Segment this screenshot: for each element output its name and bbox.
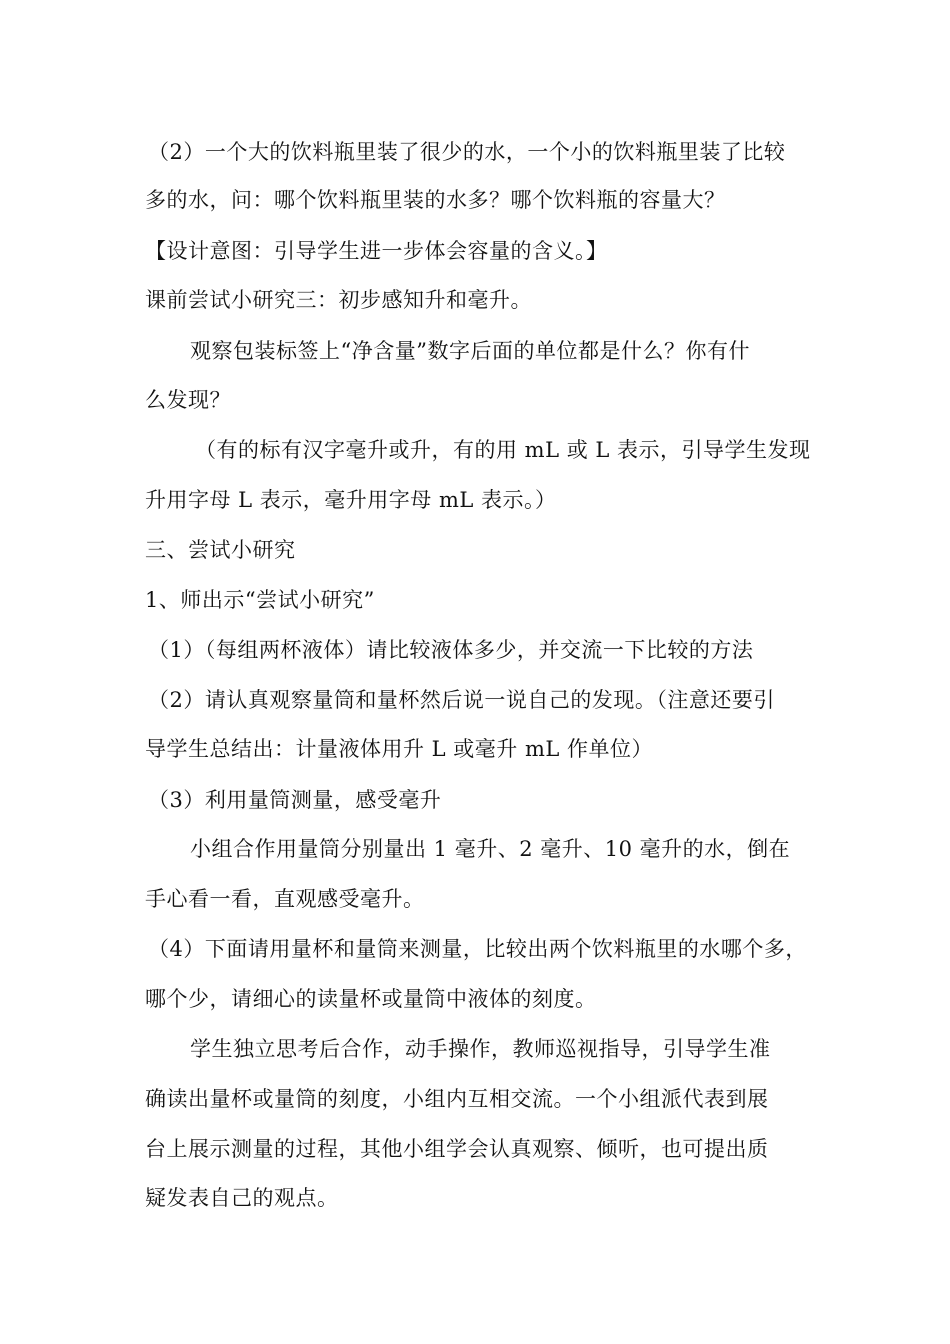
paragraph-line: 学生独立思考后合作，动手操作，教师巡视指导，引导学生准 [190,1037,771,1061]
paragraph-line: （1）（每组两杯液体）请比较液体多少，并交流一下比较的方法 [148,638,754,662]
paragraph-line: 导学生总结出：计量液体用升 L 或毫升 mL 作单位） [145,737,654,761]
paragraph-line: （有的标有汉字毫升或升，有的用 mL 或 L 表示，引导学生发现 [195,438,811,462]
paragraph-line: （4）下面请用量杯和量筒来测量，比较出两个饮料瓶里的水哪个多， [148,937,807,961]
paragraph-line: 哪个少，请细心的读量杯或量筒中液体的刻度。 [145,987,597,1011]
paragraph-line: 小组合作用量筒分别量出 1 毫升、2 毫升、10 毫升的水，倒在 [190,837,791,861]
paragraph-line: 台上展示测量的过程，其他小组学会认真观察、倾听，也可提出质 [145,1137,769,1161]
section-heading-line: 课前尝试小研究三：初步感知升和毫升。 [145,288,532,312]
paragraph-line: 确读出量杯或量筒的刻度，小组内互相交流。一个小组派代表到展 [145,1087,769,1111]
design-intent-line: 【设计意图：引导学生进一步体会容量的含义。】 [145,239,608,263]
paragraph-line: 手心看一看，直观感受毫升。 [145,887,425,911]
section-heading-line: 三、尝试小研究 [145,538,296,562]
paragraph-line: 升用字母 L 表示，毫升用字母 mL 表示。） [145,488,557,512]
paragraph-line: 疑发表自己的观点。 [145,1186,339,1210]
paragraph-line: （2）请认真观察量筒和量杯然后说一说自己的发现。（注意还要引 [148,688,775,712]
paragraph-line: 1、师出示“尝试小研究” [145,588,375,612]
paragraph-line: 多的水，问：哪个饮料瓶里装的水多？哪个饮料瓶的容量大？ [145,188,726,212]
paragraph-line: （3）利用量筒测量，感受毫升 [148,788,442,812]
paragraph-line: （2）一个大的饮料瓶里装了很少的水，一个小的饮料瓶里装了比较 [148,140,786,164]
paragraph-line: 么发现？ [145,388,231,412]
paragraph-line: 观察包装标签上“净含量”数字后面的单位都是什么？你有什 [190,339,750,363]
